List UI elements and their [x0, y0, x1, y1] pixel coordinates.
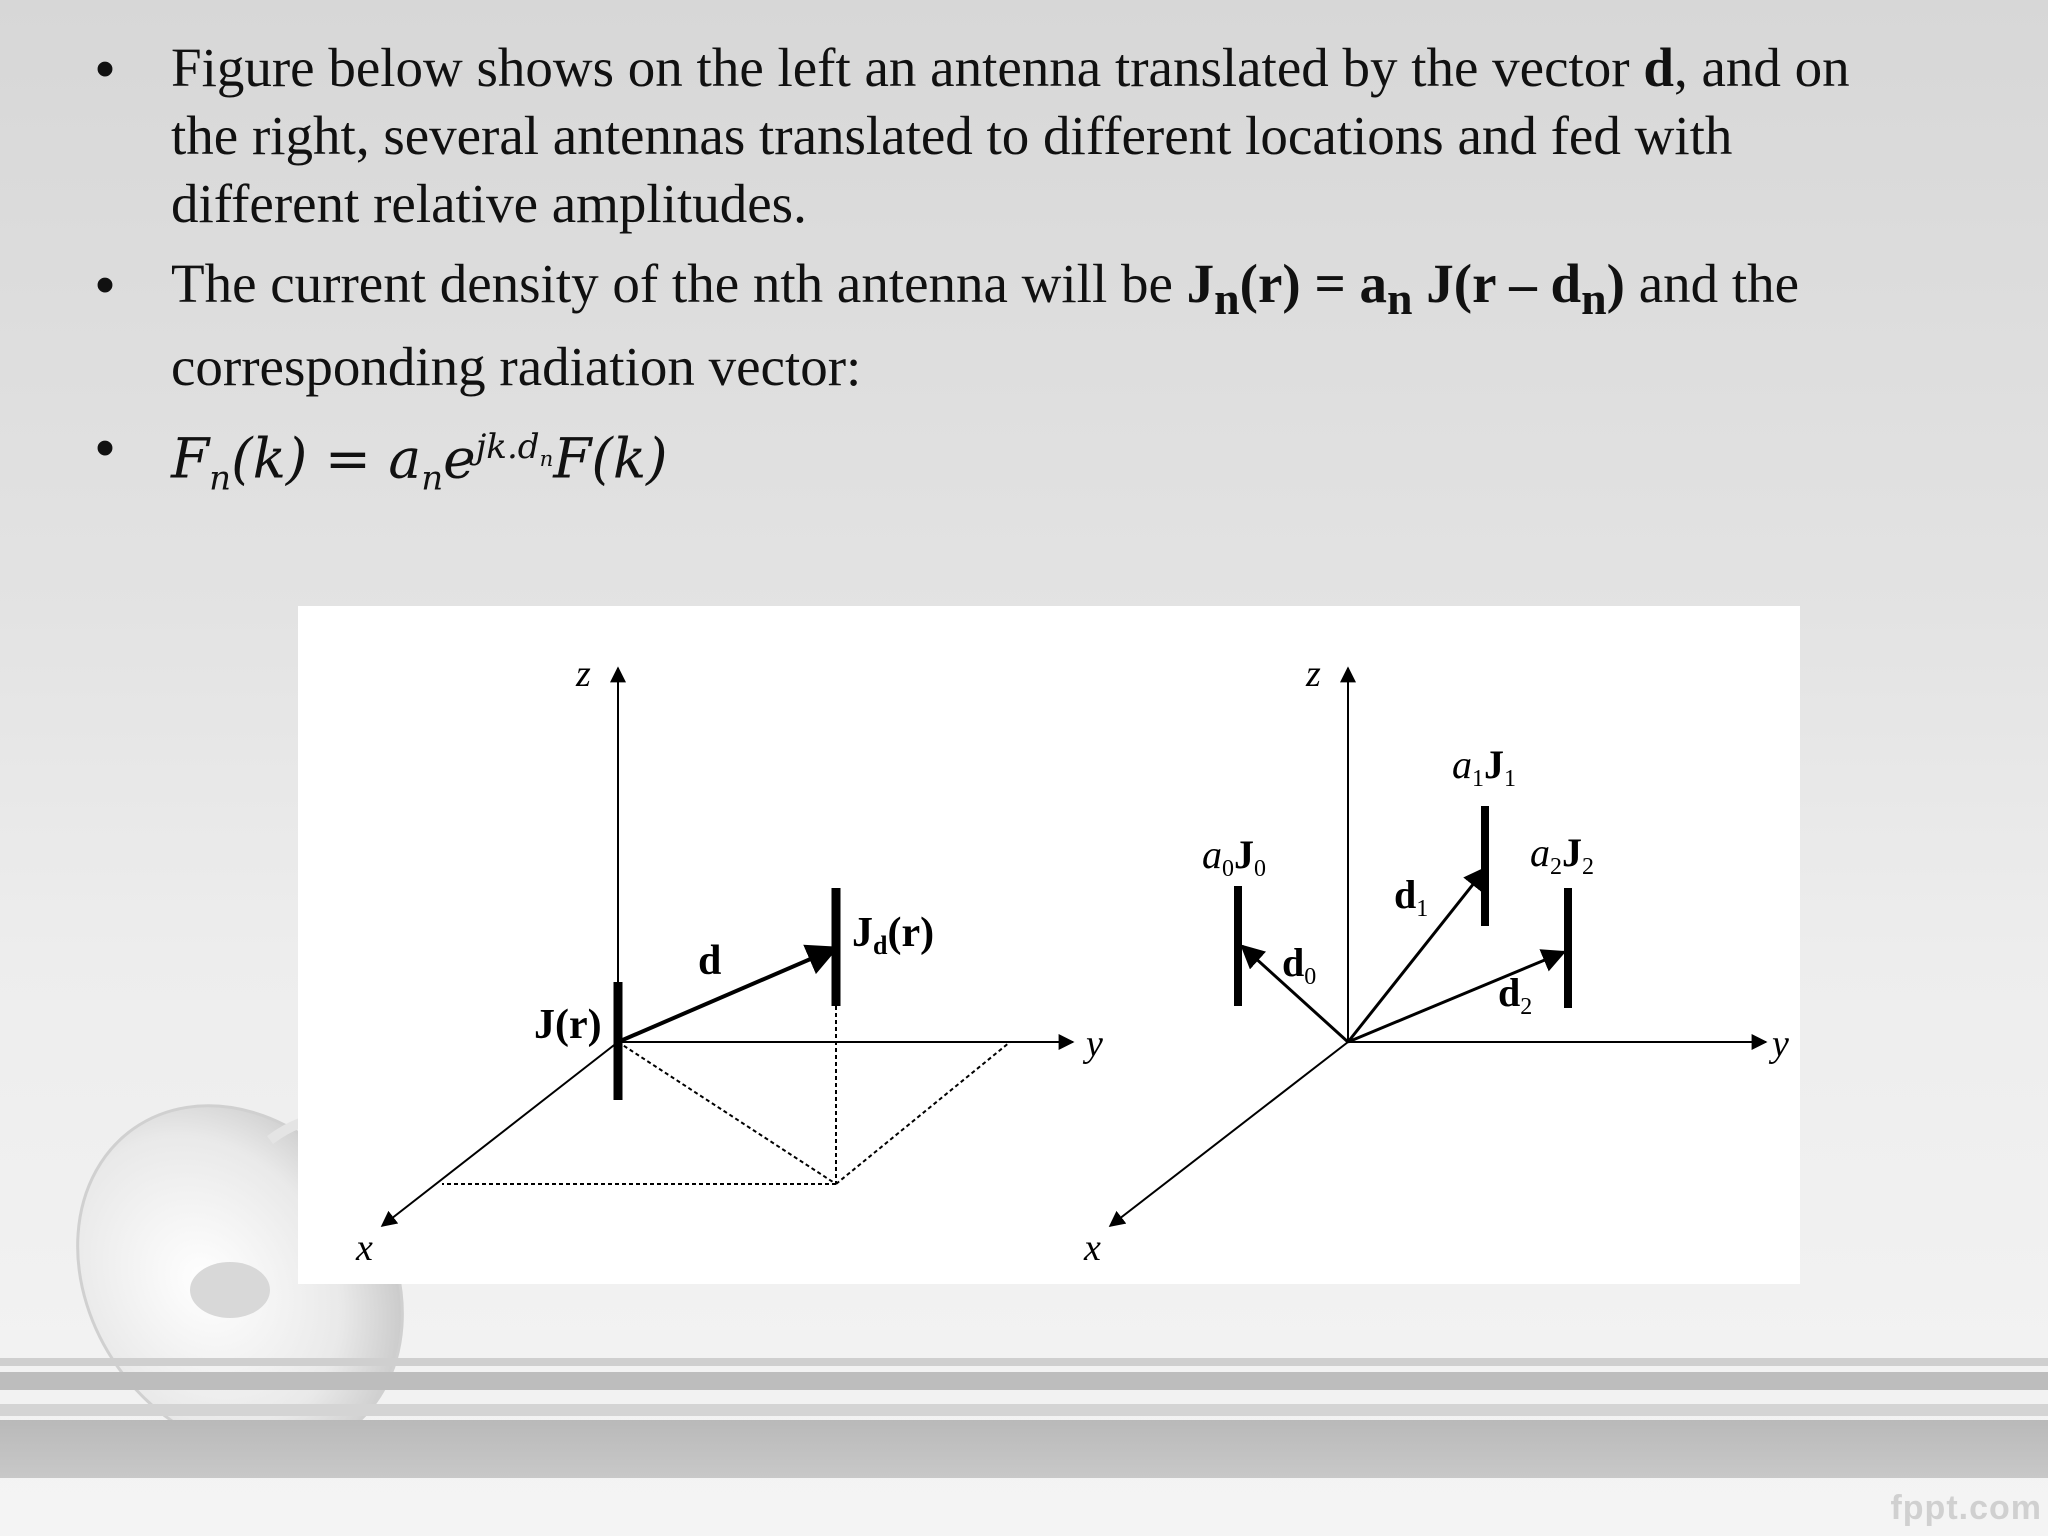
right-diagram [1110, 668, 1766, 1226]
d-label: d [698, 938, 722, 984]
label-sub: 2 [1550, 854, 1562, 880]
bullet-line: the right, several antennas translated to different locations and fed with [171, 105, 1733, 166]
bullet-marker: • [95, 416, 115, 478]
footer-stripe [0, 1372, 2048, 1390]
eq-part: J(r – d [1412, 253, 1582, 314]
bullet-item [90, 413, 2010, 512]
x-axis [382, 1042, 618, 1226]
z-axis-label: z [576, 653, 591, 695]
label-part: a [1530, 830, 1550, 875]
projection-line [618, 1042, 836, 1184]
a1J1-label [1452, 742, 1516, 792]
Jd-r-label [852, 910, 934, 960]
right-labels [1083, 653, 1789, 1269]
footer-stripe [0, 1404, 2048, 1416]
label-sub: 0 [1222, 856, 1234, 882]
label-part: d [1394, 872, 1417, 917]
bullet-line [171, 34, 2010, 102]
eq-part: F(k) [553, 426, 668, 491]
eq-sub: n [1581, 273, 1607, 324]
label-part: a [1452, 742, 1472, 787]
eq-sub: n [1387, 273, 1413, 324]
radiation-vector-equation [171, 413, 2010, 512]
y-axis-label: y [1086, 1023, 1103, 1065]
text-run: Figure below shows on the left an antenna translated by the vector [171, 37, 1644, 98]
left-labels [355, 653, 1103, 1269]
z-axis-label: z [1306, 653, 1321, 695]
eq-part: jk.d [475, 427, 540, 467]
x-axis [1110, 1042, 1348, 1226]
eq-sub: n [421, 458, 444, 499]
label-sub: 1 [1416, 896, 1429, 922]
eq-part: (k) = a [231, 426, 422, 491]
eq-part: ) [1606, 253, 1625, 314]
label-sub: 1 [1472, 766, 1484, 792]
label-part: J [1234, 832, 1254, 877]
label-sub: d [873, 931, 888, 960]
left-diagram [382, 668, 1073, 1226]
vector-d1 [1348, 868, 1486, 1042]
label-part: d [1498, 970, 1521, 1015]
label-part: J [1562, 830, 1582, 875]
text-run: and the [1624, 253, 1800, 314]
label-part: J [852, 910, 873, 956]
eq-part: (r) = a [1239, 253, 1388, 314]
antenna-diagram [298, 606, 1800, 1284]
bullet-marker: • [95, 37, 115, 99]
footer-stripe [0, 1420, 2048, 1478]
eq-sub: n [539, 445, 554, 471]
bullet-list [90, 34, 2010, 512]
a2J2-label [1530, 830, 1594, 880]
label-part: (r) [887, 910, 935, 956]
bullet-line: corresponding radiation vector: [171, 336, 862, 397]
bullet-line: different relative amplitudes. [171, 173, 807, 234]
label-sub: 2 [1582, 854, 1594, 880]
d2-label [1498, 970, 1532, 1020]
eq-sub: n [209, 458, 232, 499]
label-sub: 0 [1304, 964, 1317, 990]
text-run: , and on [1673, 37, 1850, 98]
vector-d [618, 948, 836, 1042]
J-r-label: J(r) [534, 1002, 602, 1048]
eq-exponent [475, 427, 554, 471]
d0-label [1282, 940, 1316, 990]
y-axis-label: y [1772, 1023, 1789, 1065]
label-sub: 1 [1504, 766, 1516, 792]
bullet-line [171, 250, 2010, 333]
d1-label [1394, 872, 1428, 922]
footer-brand-logo: fppt.com [1890, 1489, 2042, 1527]
label-part: J [1484, 742, 1504, 787]
bullet-item [90, 34, 2010, 238]
label-sub: 0 [1254, 856, 1266, 882]
bullet-item [90, 250, 2010, 401]
footer-stripe [0, 1358, 2048, 1366]
label-sub: 2 [1520, 994, 1533, 1020]
eq-sub: n [1214, 273, 1240, 324]
bullet-marker: • [95, 253, 115, 315]
x-axis-label: x [1084, 1227, 1101, 1269]
label-part: a [1202, 832, 1222, 877]
x-axis-label: x [356, 1227, 373, 1269]
antenna-array-figure [298, 606, 1800, 1284]
eq-part: J [1186, 253, 1215, 314]
bold-vector: d [1643, 37, 1674, 98]
projection-line [836, 1042, 1010, 1184]
eq-part: F [171, 426, 210, 491]
current-density-equation [1186, 253, 1625, 324]
text-run: The current density of the nth antenna will be [171, 253, 1187, 314]
label-part: d [1282, 940, 1305, 985]
eq-part: e [443, 426, 476, 491]
a0J0-label [1202, 832, 1266, 882]
